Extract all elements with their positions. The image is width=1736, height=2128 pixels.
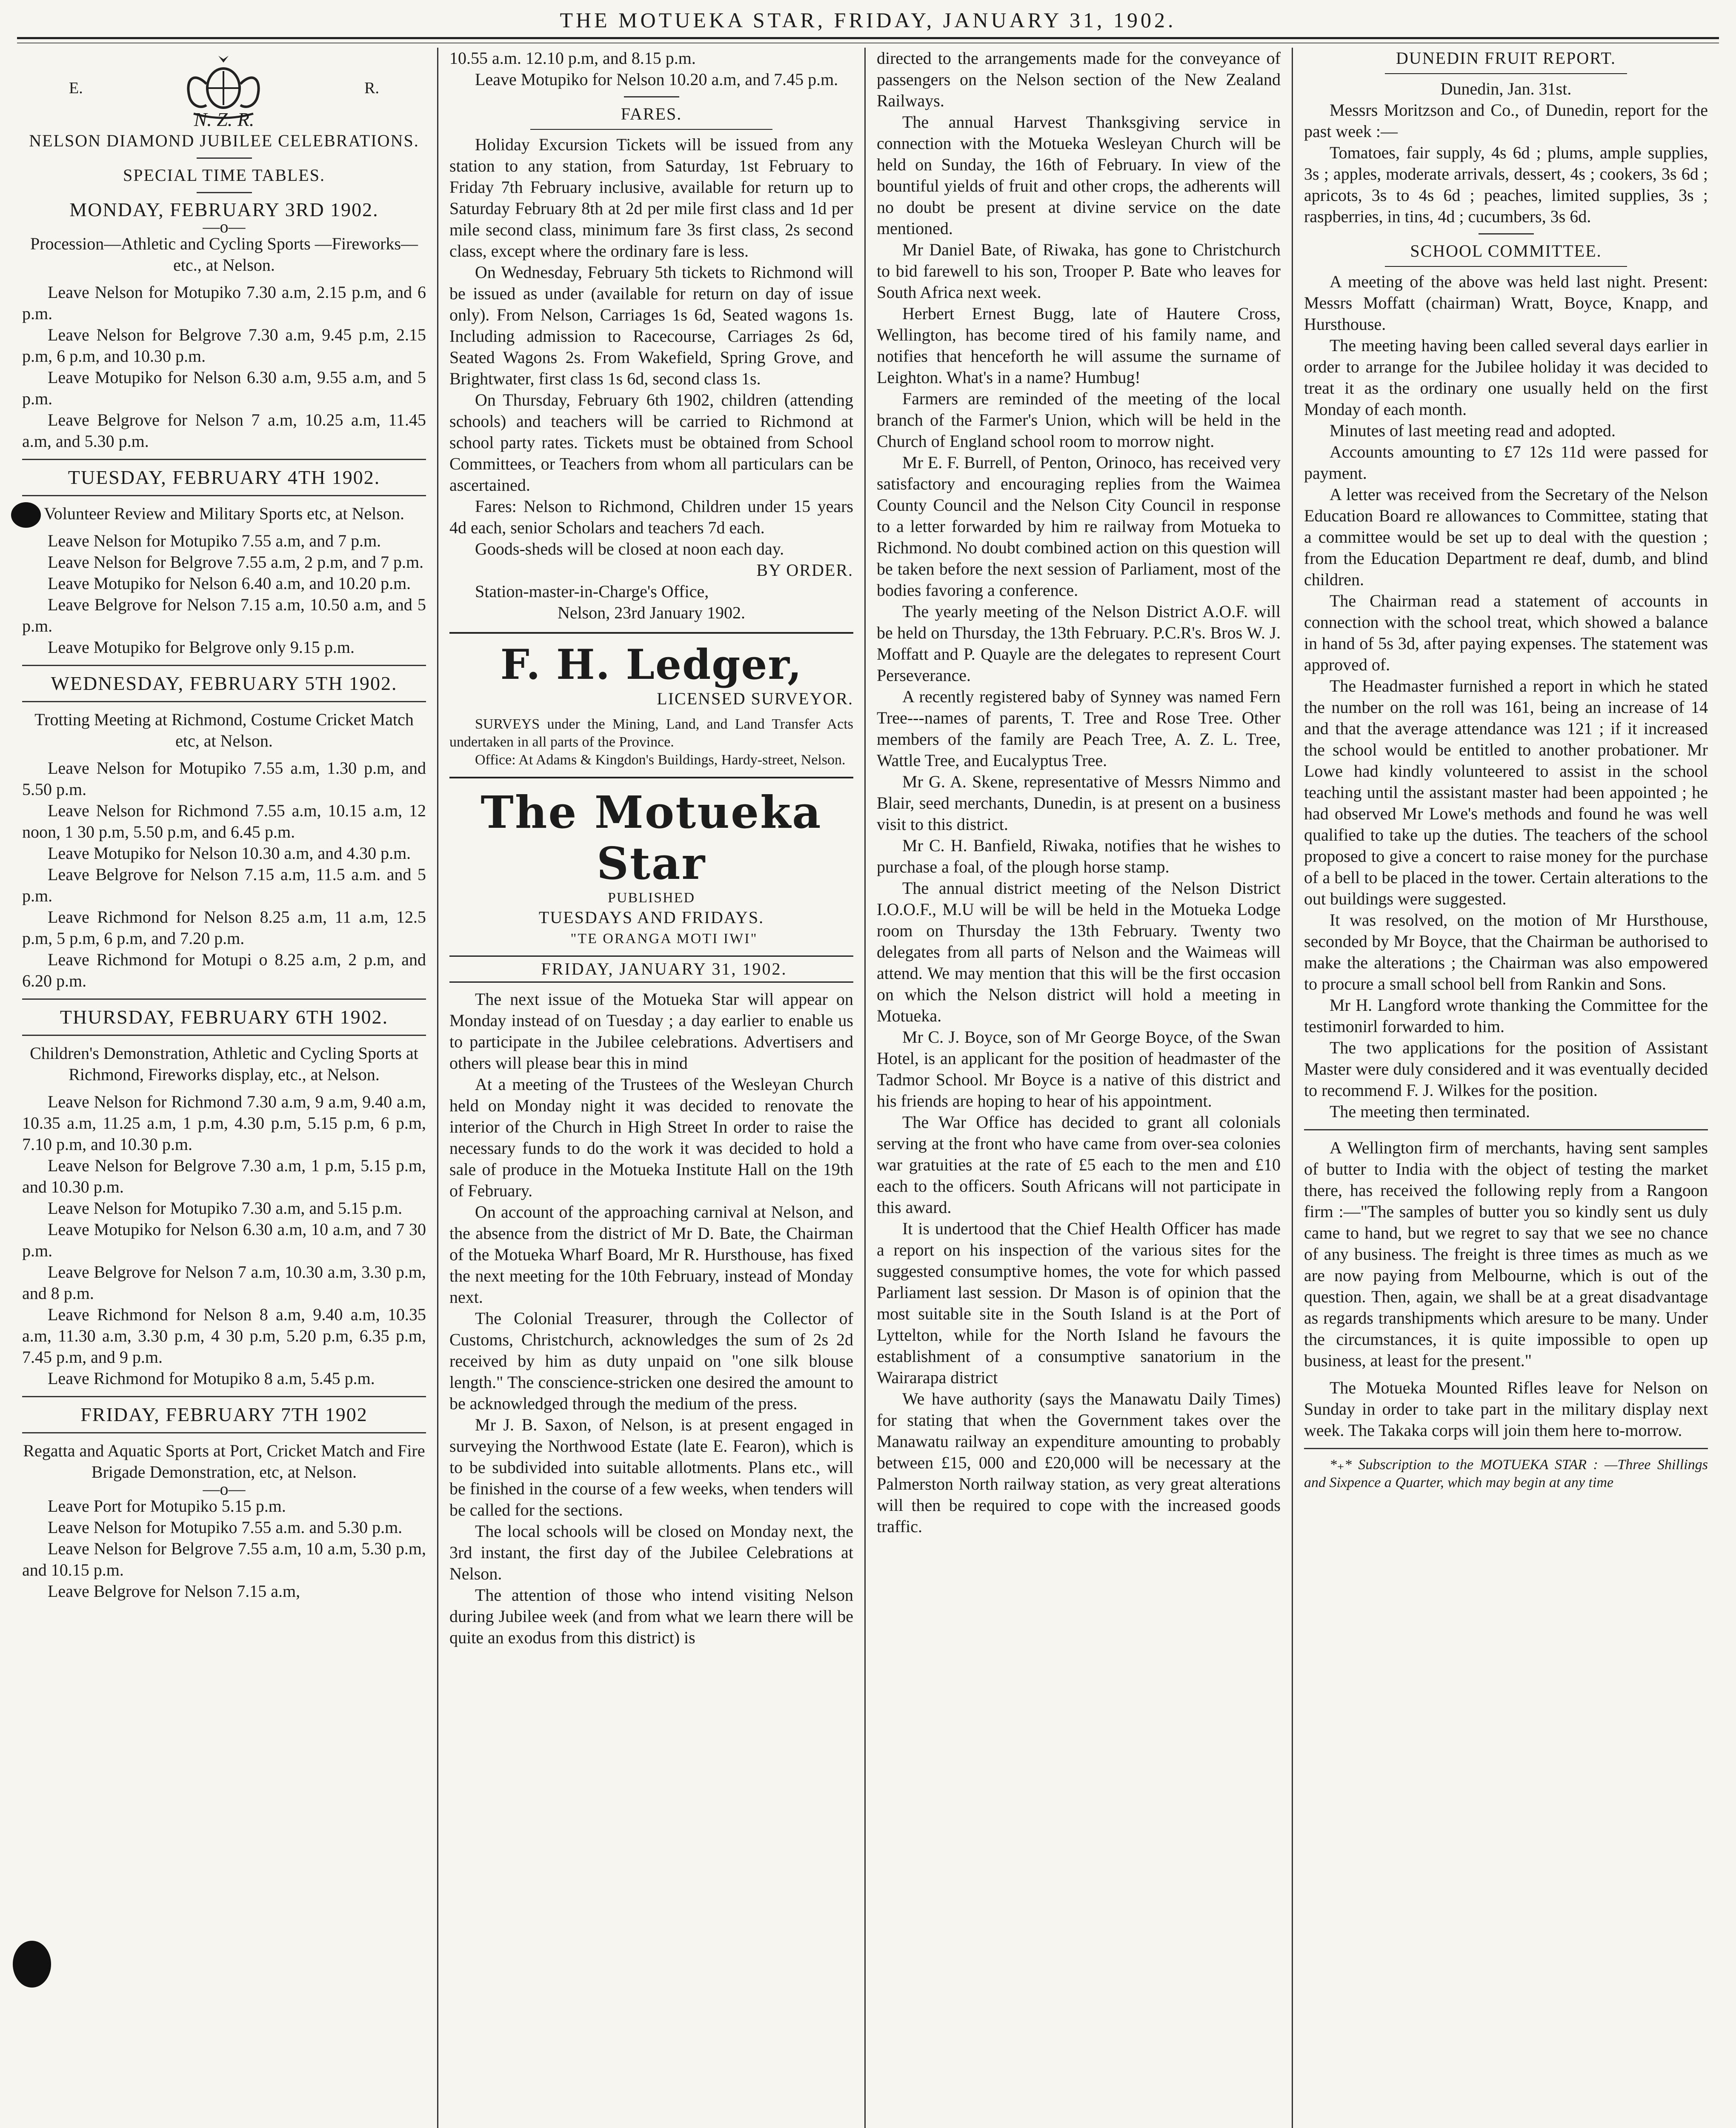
timetable-line: Leave Belgrove for Nelson 7 a.m, 10.30 a.m, 3.30 p.m, and 8 p.m. [22,1262,426,1303]
celebration-title: NELSON DIAMOND JUBILEE CELEBRATIONS. [29,131,419,150]
column-4 [1292,48,1719,2128]
news-paragraph: The next issue of the Motueka Star will appear on Monday instead of on Tuesday ; a day earlier to enable us to participate in the Jubilee celebrations. Advertisers and others will please bear this in mind [449,990,853,1073]
news-paragraph: Mr G. A. Skene, representative of Messrs Nimmo and Blair, seed merchants, Dunedin, is at present on a business visit to this district. [877,772,1281,834]
timetable-line: Leave Nelson for Belgrove 7.55 a.m, 10 a.m, 5.30 p.m, and 10.15 p.m. [22,1539,426,1579]
day-heading-tuesday: TUESDAY, FEBRUARY 4TH 1902. [68,466,380,488]
rifles-paragraph: The Motueka Mounted Rifles leave for Nelson on Sunday in order to take part in the military display next week. The Takaka corps will join them here to-morrow. [1304,1378,1708,1440]
events-wednesday: Trotting Meeting at Richmond, Costume Cricket Match etc, at Nelson. [34,710,414,750]
fares-heading: FARES. [621,104,682,123]
crest-right-letter: R. [364,79,379,97]
butter-paragraph: A Wellington firm of merchants, having sent samples of butter to India with the object of testing the market there, has received the following reply from a Rangoon firm :—"The samples of butter you so kindly sent us duly came to hand, but we regret to say that we see no chance of any business. The freight is three times as much as we are now paying from Melbourne, which is out of the question. Then, again, we shall be at a great disadvantage as regards transhipments which aresure to be many. Under the circumstances, it is quite impossible to open up business, at least for the present." [1304,1138,1708,1370]
news-paragraph: Mr E. F. Burrell, of Penton, Orinoco, has received very satisfactory and encouraging replies from the Waimea County Council and the Nelson City Council in response to a letter forwarded by him re railway from Motueka to Richmond. No doubt combined action on this question will be taken before the next session of Parliament, most of the bodies favoring a conference. [877,453,1281,600]
columns [17,48,1719,2128]
school-paragraph: The Chairman read a statement of accounts in connection with the school treat, which showed a balance in hand of 5s 3d, after paying expenses. The statement was approved of. [1304,591,1708,674]
day-heading-monday: MONDAY, FEBRUARY 3RD 1902. [69,199,379,220]
news-paragraph: The War Office has decided to grant all colonials serving at the front who have came from over-sea colonies war gratuities at the rate of £5 each to the men and £10 each to the officers. South Africans will not participate in this award. [877,1113,1281,1217]
rule [1385,266,1627,267]
office-line: Nelson, 23rd January 1902. [557,603,746,622]
rule [530,129,772,130]
timetable-line: Leave Nelson for Belgrove 7.55 a.m, 2 p.m, and 7 p.m. [48,552,424,572]
timetable-line: Leave Richmond for Nelson 8 a.m, 9.40 a.m, 10.35 a.m, 11.30 a.m, 3.30 p.m, 4 30 p.m, 5.20 p.m, 6.35 p.m, 7.45 p.m, and 9 p.m. [22,1305,426,1367]
school-paragraph: Minutes of last meeting read and adopted. [1330,421,1616,440]
rule [22,1432,426,1433]
rule [1479,233,1534,235]
school-paragraph: The meeting having been called several days earlier in order to arrange for the Jubilee holiday it was decided to treat it as the ordinary one usually held on the first Monday of each month. [1304,336,1708,419]
timetable-continued: 10.55 a.m. 12.10 p.m, and 8.15 p.m. [449,49,696,68]
timetable-line: Leave Nelson for Motupiko 7.55 a.m, and 7 p.m. [48,531,381,550]
timetable-line: Leave Richmond for Nelson 8.25 a.m, 11 a.m, 12.5 p.m, 5 p.m, 6 p.m, and 7.20 p.m. [22,907,426,948]
separator: —o— [203,1479,246,1499]
school-paragraph: It was resolved, on the motion of Mr Hursthouse, seconded by Mr Boyce, that the Chairman be authorised to make the alterations ; the Chairman was also empowered to procure a small school bell from Rankin and Sons. [1304,910,1708,993]
timetable-line: Leave Belgrove for Nelson 7 a.m, 10.25 a.m, 11.45 a.m, and 5.30 p.m. [22,410,426,451]
publication-days: TUESDAYS AND FRIDAYS. [538,908,764,927]
timetable-line: Leave Nelson for Richmond 7.55 a.m, 10.15 a.m, 12 noon, 1 30 p.m, 5.50 p.m, and 6.45 p.m. [22,801,426,841]
fares-paragraph: Goods-sheds will be closed at noon each day. [475,539,784,558]
timetable-line: Leave Motupiko for Nelson 10.30 a.m, and 4.30 p.m. [48,844,411,863]
fruit-report-dateline: Dunedin, Jan. 31st. [1440,79,1572,98]
column-3 [864,48,1292,2128]
fruit-report-heading: DUNEDIN FRUIT REPORT. [1396,49,1616,68]
school-paragraph: Mr H. Langford wrote thanking the Committee for the testimonirl forwarded to him. [1304,995,1708,1036]
day-heading-thursday: THURSDAY, FEBRUARY 6TH 1902. [60,1006,389,1028]
rule [22,1396,426,1397]
paper-nameplate: The Motueka Star [480,786,822,890]
news-paragraph: Herbert Ernest Bugg, late of Hautere Cross, Wellington, has become tired of his family name, and notifies that henceforth he will assume the surname of Leighton. What's in a name? Humbug! [877,304,1281,387]
news-paragraph: Mr J. B. Saxon, of Nelson, is at present engaged in surveying the Northwood Estate (late E. Fearon), which is to be subdivided into suitable allotments. Plans etc., will be finished in the course of a few weeks, when tenders will be called for the sections. [449,1415,853,1519]
ledger-name: F. H. Ledger, [500,641,803,689]
timetable-line: Leave Belgrove for Nelson 7.15 a.m, [48,1582,300,1601]
news-paragraph: Mr C. H. Banfield, Riwaka, notifies that he wishes to purchase a foal, of the plough horse stamp. [877,836,1281,876]
timetable-line: Leave Motupiko for Nelson 6.30 a.m, 10 a.m, and 7 30 p.m. [22,1220,426,1260]
rule [624,96,679,97]
news-paragraph: directed to the arrangements made for the conveyance of passengers on the Nelson section of the New Zealand Railways. [877,49,1281,110]
ledger-text: SURVEYS under the Mining, Land, and Land Transfer Acts undertaken in all parts of the Province. [449,716,853,750]
by-order: BY ORDER. [756,561,853,580]
published-label: PUBLISHED [607,890,695,906]
news-paragraph: It is undertood that the Chief Health Officer has made a report on his inspection of the various sites for the suggested consumptive homes, the vote for which passed Parliament last session. Dr Mason is of opinion that the most suitable site in the South Island is at the Port of Lyttelton, while for the North Island he favours the establishment of a consumptive sanatorium in the Wairarapa district [877,1219,1281,1387]
news-paragraph: Farmers are reminded of the meeting of the local branch of the Farmer's Union, which will be held in the Church of England school room to morrow night. [877,389,1281,451]
timetable-line: Leave Richmond for Motupi o 8.25 a.m, 2 p.m, and 6.20 p.m. [22,950,426,990]
timetable-line: Leave Nelson for Motupiko 7.55 a.m, 1.30 p.m, and 5.50 p.m. [22,758,426,799]
timetable-line: Leave Motupiko for Belgrove only 9.15 p.m. [48,638,355,657]
school-paragraph: The two applications for the position of Assistant Master were duly considered and it was eventually decided to recommend F. J. Wilkes for the position. [1304,1038,1708,1100]
subscription-notice: *₊* Subscription to the MOTUEKA STAR : —Three Shillings and Sixpence a Quarter, which may begin at any time [1304,1457,1708,1490]
timetable-continued: Leave Motupiko for Nelson 10.20 a.m, and 7.45 p.m. [475,70,838,89]
ink-blot [13,1941,51,1988]
news-paragraph: The Colonial Treasurer, through the Collector of Customs, Christchurch, acknowledges the sum of 2s 2d received by him as duty unpaid on "one silk blouse length." The conscience-stricken one desired the amount to be acknowledged through the medium of the press. [449,1309,853,1413]
news-paragraph: The local schools will be closed on Monday next, the 3rd instant, the first day of the Jubilee Celebrations at Nelson. [449,1522,853,1583]
timetable-line: Leave Nelson for Belgrove 7.30 a.m, 9.45 p.m, 2.15 p.m, 6 p.m, and 10.30 p.m. [22,325,426,366]
timetable-line: Leave Nelson for Motupiko 7.30 a.m, 2.15 p.m, and 6 p.m. [22,283,426,323]
office-line: Station-master-in-Charge's Office, [475,582,709,601]
timetable-line: Leave Nelson for Richmond 7.30 a.m, 9 a.m, 9.40 a.m, 10.35 a.m, 11.25 a.m, 1 p.m, 4.30 p.m, 5.15 p.m, 6 p.m, 7.10 p.m, and 10.30 p.m. [22,1092,426,1154]
timetable-line: Leave Nelson for Motupiko 7.30 a.m, and 5.15 p.m. [48,1198,403,1218]
timetable-line: Leave Richmond for Motupiko 8 a.m, 5.45 p.m. [48,1369,375,1388]
fares-paragraph: On Wednesday, February 5th tickets to Richmond will be issued as under (available for return on day of issue only). From Nelson, Carriages 1s 6d, Seated wagons 1s. Including admission to Racecourse, Carriages 2s 6d, Seated Wagons 2s. From Wakefield, Spring Grove, and Brightwater, first class 1s 6d, second class 1s. [449,263,853,388]
fares-paragraph: On Thursday, February 6th 1902, children (attending schools) and teachers will be carried to Richmond at school party rates. Tickets must be obtained from School Committees, or Teachers from whom all particulars can be ascertained. [449,390,853,495]
news-paragraph: The annual district meeting of the Nelson District I.O.O.F., M.U will be will be held in the Motueka Lodge room on Thursday the 13th February. Twenty two delegates from all parts of Nelson and the Waimeas will attend. We may mention that this will be the first occasion on which the Nelson district will hold a meeting in Motueka. [877,878,1281,1025]
column-2 [437,48,864,2128]
rule [197,157,252,159]
separator: —o— [203,217,246,236]
rule [22,998,426,1000]
timetable-line: Leave Belgrove for Nelson 7.15 a.m, 11.5 a.m. and 5 p.m. [22,865,426,905]
news-paragraph: Mr C. J. Boyce, son of Mr George Boyce, of the Swan Hotel, is an applicant for the position of headmaster of the Tadmor School. Mr Boyce is a native of this district and his friends are hoping to hear of his appointment. [877,1027,1281,1110]
ink-blot [11,502,41,528]
rule [22,459,426,460]
timetable-line: Leave Motupiko for Nelson 6.30 a.m, 9.55 a.m, and 5 p.m. [22,368,426,408]
masthead: THE MOTUEKA STAR, FRIDAY, JANUARY 31, 1902. [17,0,1719,39]
school-committee-heading: SCHOOL COMMITTEE. [1410,241,1602,260]
timetable-line: Leave Motupiko for Nelson 6.40 a.m, and 10.20 p.m. [48,574,411,593]
ledger-title: LICENSED SURVEYOR. [657,689,853,708]
news-paragraph: We have authority (says the Manawatu Daily Times) for stating that when the Government takes over the Manawatu railway an expenditure amounting to probably between £15, 000 and £20,000 will be necessary at the Palmerston North railway station, as very great alterations will then be required to cope with the increased goods traffic. [877,1389,1281,1536]
school-paragraph: A letter was received from the Secretary of the Nelson Education Board re allowances to Committee, stating that a committee would be set up to deal with the question ; from the Education Department re deaf, dumb, and blind children. [1304,485,1708,589]
masthead-rule [17,39,1719,43]
issue-date: FRIDAY, JANUARY 31, 1902. [449,955,853,983]
school-paragraph: Accounts amounting to £7 12s 11d were passed for payment. [1304,442,1708,483]
school-paragraph: A meeting of the above was held last night. Present: Messrs Moffatt (chairman) Wratt, Boyce, Knapp, and Hursthouse. [1304,272,1708,334]
news-paragraph: The yearly meeting of the Nelson District A.O.F. will be held on Thursday, the 13th February. P.C.R's. Bros W. J. Moffatt and P. Quayle are the delegates to represent Court Perseverance. [877,602,1281,685]
events-tuesday: Volunteer Review and Military Sports etc, at Nelson. [44,504,404,523]
timetable-line: Leave Nelson for Belgrove 7.30 a.m, 1 p.m, 5.15 p.m, and 10.30 p.m. [22,1156,426,1196]
rule [22,665,426,666]
timetable-line: Leave Nelson for Motupiko 7.55 a.m. and 5.30 p.m. [48,1518,403,1537]
fruit-report-body: Tomatoes, fair supply, 4s 6d ; plums, ample supplies, 3s ; apples, moderate arrivals, dessert, 4s ; cookers, 3s 6d ; apricots, 3s to 4s 6d ; peaches, limited supplies, 3s ; raspberries, in tins, 4d ; cucumbers, 3s 6d. [1304,143,1708,226]
timetable-line: Leave Port for Motupiko 5.15 p.m. [48,1496,286,1516]
news-paragraph: Mr Daniel Bate, of Riwaka, has gone to Christchurch to bid farewell to his son, Trooper P. Bate who leaves for South Africa next week. [877,240,1281,302]
events-monday: Procession—Athletic and Cycling Sports —Fireworks—etc., at Nelson. [30,234,418,275]
school-paragraph: The meeting then terminated. [1330,1102,1530,1121]
ledger-text: Office: At Adams & Kingdon's Buildings, Hardy-street, Nelson. [475,752,846,768]
rule [197,192,252,193]
news-paragraph: The annual Harvest Thanksgiving service in connection with the Motueka Wesleyan Church will be held on Sunday, the 16th of February. In view of the bountiful yields of fruit and other crops, the adherents will no doubt be present at divine service on the date mentioned. [877,112,1281,238]
day-heading-friday: FRIDAY, FEBRUARY 7TH 1902 [80,1404,368,1425]
fruit-report-intro: Messrs Moritzson and Co., of Dunedin, report for the past week :— [1304,100,1708,141]
rule [22,701,426,702]
timetable-line: Leave Belgrove for Nelson 7.15 a.m, 10.50 a.m, and 5 p.m. [22,595,426,635]
ledger-advertisement [449,632,853,778]
crest-sub: N. Z. R. [194,109,255,130]
crest-left-letter: E. [69,79,83,97]
rule [1385,73,1627,74]
day-heading-wednesday: WEDNESDAY, FEBRUARY 5TH 1902. [51,672,398,694]
column-1 [17,48,437,2128]
news-paragraph: On account of the approaching carnival at Nelson, and the absence from the district of Mr D. Bate, the Chairman of the Motueka Wharf Board, Mr R. Hursthouse, has fixed the next meeting for the 10th February, instead of Monday next. [449,1202,853,1307]
motto: "TE ORANGA MOTI IWI" [570,931,758,947]
special-time-tables: SPECIAL TIME TABLES. [123,166,325,185]
school-paragraph: The Headmaster furnished a report in which he stated the number on the roll was 161, being an increase of 14 and that the average attendance was 121 ; if it increased the school would be entitled to another probationer. Mr Lowe had kindly volunteered to assist in the school teaching until the assistant master had been appointed ; he had observed Mr Lowe's methods and found he was well qualified to take up the duties. The teachers of the school proposed to give a concert to raise money for the purchase of a bell to be placed in the tower. Certain alterations to the out buildings were suggested. [1304,676,1708,908]
rule [1304,1448,1708,1449]
rule [22,495,426,496]
news-paragraph: The attention of those who intend visiting Nelson during Jubilee week (and from what we learn there will be quite an exodus from this district) is [449,1585,853,1647]
fares-paragraph: Fares: Nelson to Richmond, Children under 15 years 4d each, senior Scholars and teachers 7d each. [449,497,853,537]
rule [1304,1129,1708,1130]
events-thursday: Children's Demonstration, Athletic and Cycling Sports at Richmond, Fireworks display, etc., at Nelson. [30,1044,418,1084]
news-paragraph: At a meeting of the Trustees of the Wesleyan Church held on Monday night it was decided to renovate the interior of the Church in High Street In order to raise the necessary funds to do the work it was decided to hold a sale of produce in the Motueka Institute Hall on the 19th of February. [449,1075,853,1200]
rule [22,1035,426,1036]
fares-paragraph: Holiday Excursion Tickets will be issued from any station to any station, from Saturday, 1st February to Friday 7th February inclusive, available for return up to Saturday February 8th at 2d per mile first class and 1d per mile second class, minimum fare 3s first class, 2s second class, except where the ordinary fare is less. [449,135,853,260]
news-paragraph: A recently registered baby of Synney was named Fern Tree---names of parents, T. Tree and Rose Tree. Other members of the family are Peach Tree, A. Z. L. Tree, Wattle Tree, and Eucalyptus Tree. [877,687,1281,770]
events-friday: Regatta and Aquatic Sports at Port, Cricket Match and Fire Brigade Demonstration, etc, at Nelson. [23,1441,425,1482]
